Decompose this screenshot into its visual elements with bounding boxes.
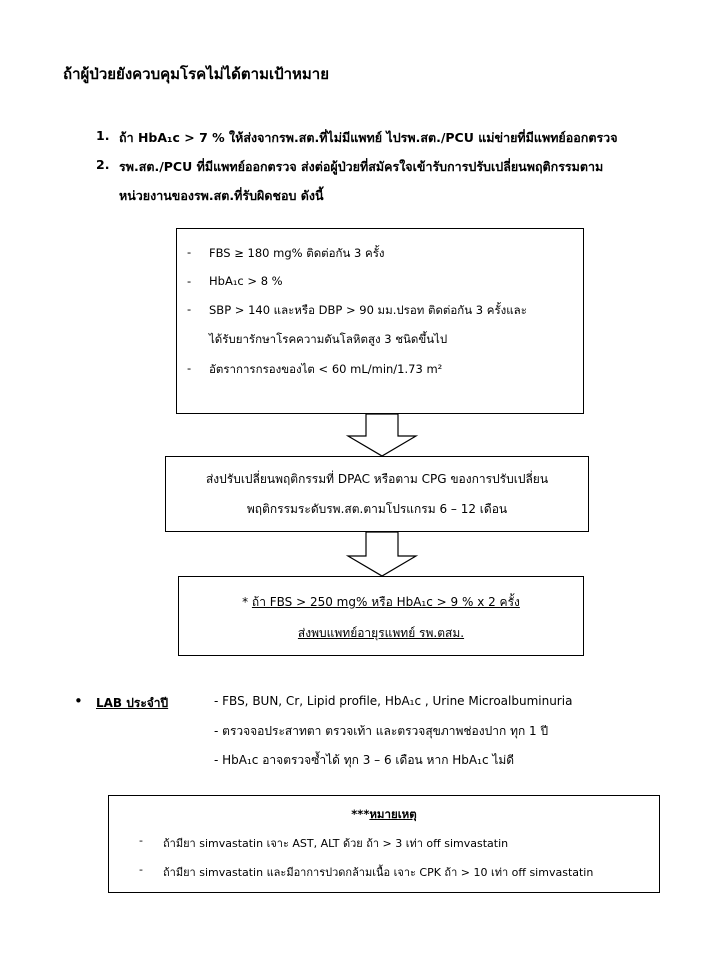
step-number: 2. xyxy=(96,157,110,172)
step-text: ถ้า HbA₁c > 7 % ให้ส่งจากรพ.สต.ที่ไม่มีแพทย์ ไปรพ.สต./PCU แม่ข่ายที่มีแพทย์ออกตรวจ xyxy=(119,130,618,145)
dpac-box xyxy=(165,456,589,532)
dpac-line: ส่งปรับเปลี่ยนพฤติกรรมที่ DPAC หรือตาม CPG ของการปรับเปลี่ยน xyxy=(205,472,549,486)
step-text: รพ.สต./PCU ที่มีแพทย์ออกตรวจ ส่งต่อผู้ป่วยที่สมัครใจเข้ารับการปรับเปลี่ยนพฤติกรรมตาม xyxy=(119,159,604,174)
referral-star: * xyxy=(242,595,249,609)
dpac-line: พฤติกรรมระดับรพ.สต.ตามโปรแกรม 6 – 12 เดือน xyxy=(246,502,508,516)
note-dash: - xyxy=(139,863,143,876)
referral-condition: ถ้า FBS > 250 mg% หรือ HbA₁c > 9 % x 2 ครั้ง xyxy=(251,595,520,609)
note-asterisks: *** xyxy=(351,807,370,821)
down-arrow-icon xyxy=(344,532,420,578)
note-box xyxy=(108,795,660,893)
note-item: ถ้ามียา simvastatin และมีอาการปวดกล้ามเนื้อ เจาะ CPK ถ้า > 10 เท่า off simvastatin xyxy=(163,866,594,879)
bullet: • xyxy=(74,692,83,710)
page-title: ถ้าผู้ป่วยยังควบคุมโรคไม่ได้ตามเป้าหมาย xyxy=(63,65,330,83)
note-dash: - xyxy=(139,834,143,847)
lab-label: LAB ประจำปี xyxy=(96,696,169,710)
lab-line: - HbA₁c อาจตรวจซ้ำได้ ทุก 3 – 6 เดือน หาก HbA₁c ไม่ดี xyxy=(214,753,515,767)
step-number: 1. xyxy=(96,128,110,143)
lab-line: - FBS, BUN, Cr, Lipid profile, HbA₁c , Urine Microalbuminuria xyxy=(214,694,573,708)
step-text: หน่วยงานของรพ.สต.ที่รับผิดชอบ ดังนี้ xyxy=(119,188,324,203)
lab-line: - ตรวจจอประสาทตา ตรวจเท้า และตรวจสุขภาพช่องปาก ทุก 1 ปี xyxy=(214,724,549,738)
referral-action: ส่งพบแพทย์อายุรแพทย์ รพ.ตสม. xyxy=(297,626,465,640)
note-item: ถ้ามียา simvastatin เจาะ AST, ALT ด้วย ถ้า > 3 เท่า off simvastatin xyxy=(163,837,509,850)
down-arrow-icon xyxy=(344,414,420,458)
note-heading: หมายเหตุ xyxy=(369,807,417,821)
referral-box xyxy=(178,576,584,656)
criteria-box: - FBS ≥ 180 mg% ติดต่อกัน 3 ครั้ง - HbA₁c > 8 % - SBP > 140 และหรือ DBP > 90 มม.ปรอท ติดต่อกัน 3 ครั้งและ ได้รับยารักษาโรคความดันโลหิตสูง 3 ชนิดขึ้นไป - อัตราการกรองของไต < 60 mL/min/1.73 m² xyxy=(176,228,584,414)
